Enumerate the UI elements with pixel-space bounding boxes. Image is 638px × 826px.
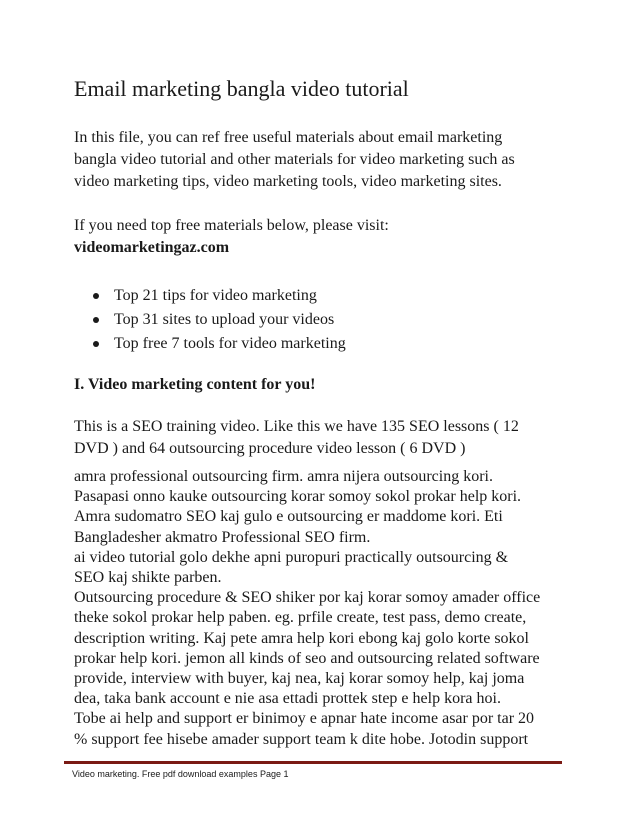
intro-line: In this file, you can ref free useful materials about email marketing — [74, 129, 503, 146]
body-line: amra professional outsourcing firm. amra nijera outsourcing kori. — [74, 468, 493, 485]
visit-paragraph — [74, 215, 574, 259]
visit-text: If you need top free materials below, please visit: — [74, 217, 389, 234]
body-line: theke sokol prokar help paben. eg. prfile create, test pass, demo create, — [74, 609, 527, 627]
document-title: Email marketing bangla video tutorial — [74, 76, 409, 101]
bullet-icon — [93, 293, 99, 299]
section-intro-line: DVD ) and 64 outsourcing procedure video lesson ( 6 DVD ) — [74, 440, 466, 457]
body-line: Outsourcing procedure & SEO shiker por kaj korar somoy amader office — [74, 589, 541, 607]
bullet-text: Top 21 tips for video marketing — [114, 287, 317, 304]
bullet-text: Top 31 sites to upload your videos — [114, 311, 335, 328]
body-line: prokar help kori. jemon all kinds of seo and outsourcing related software — [74, 649, 540, 667]
body-line: Bangladesher akmatro Professional SEO firm. — [74, 528, 371, 546]
intro-line: bangla video tutorial and other materials for video marketing such as — [74, 151, 515, 168]
body-line: dea, taka bank account e nie asa ettadi prottek step e help kora hoi. — [74, 690, 501, 708]
bullet-icon — [93, 317, 99, 323]
intro-line: video marketing tips, video marketing tools, video marketing sites. — [74, 173, 502, 190]
bullet-item — [74, 332, 554, 356]
body-paragraph — [74, 467, 574, 750]
body-line: description writing. Kaj pete amra help kori ebong kaj golo korte sokol — [74, 629, 529, 647]
body-line: Amra sudomatro SEO kaj gulo e outsourcing er maddome kori. Eti — [74, 508, 503, 526]
footer-divider — [64, 761, 562, 764]
bullet-text: Top free 7 tools for video marketing — [114, 335, 346, 352]
resource-bullet-list — [74, 284, 554, 356]
body-line: ai video tutorial golo dekhe apni puropuri practically outsourcing & — [74, 548, 509, 566]
bullet-icon — [93, 341, 99, 347]
intro-paragraph — [74, 127, 574, 193]
section-intro — [74, 416, 574, 460]
body-line: SEO kaj shikte parben. — [74, 569, 222, 587]
page-footer: Video marketing. Free pdf download examples Page 1 — [72, 769, 289, 779]
section-heading: I. Video marketing content for you! — [74, 376, 316, 393]
body-line: Pasapasi onno kauke outsourcing korar somoy sokol prokar help kori. — [74, 488, 522, 506]
visit-site-link[interactable]: videomarketingaz.com — [74, 239, 230, 256]
body-line: % support fee hisebe amader support team k dite hobe. Jotodin support — [74, 730, 529, 748]
body-line: Tobe ai help and support er binimoy e apnar hate income asar por tar 20 — [74, 710, 535, 728]
bullet-item — [74, 308, 554, 332]
section-intro-line: This is a SEO training video. Like this we have 135 SEO lessons ( 12 — [74, 418, 519, 435]
body-line: provide, interview with buyer, kaj nea, kaj korar somoy help, kaj joma — [74, 670, 525, 688]
bullet-item — [74, 284, 554, 308]
